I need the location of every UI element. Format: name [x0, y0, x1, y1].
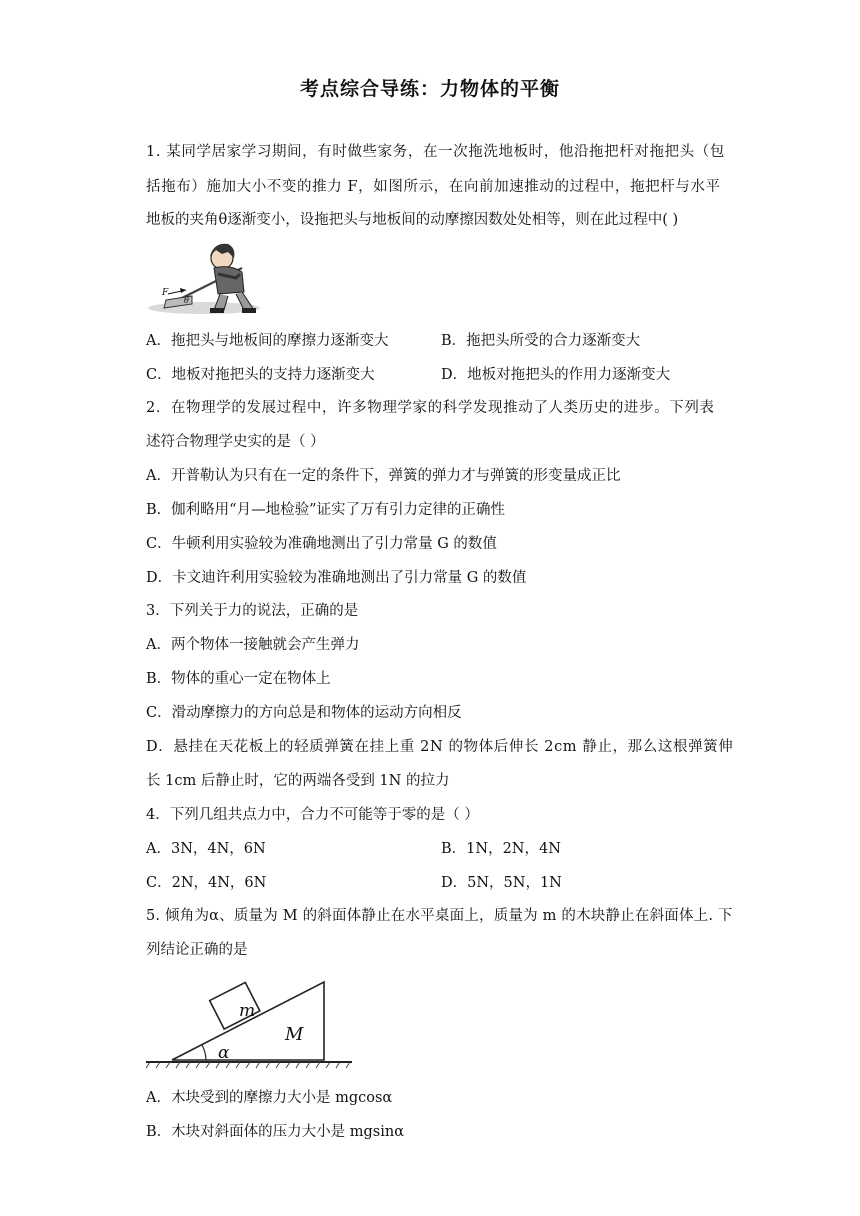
q2-stem-line-2: 述符合物理学史实的是（ ） [146, 434, 325, 450]
q1-stem-line-3: 地板的夹角θ逐渐变小，设拖把头与地板间的动摩擦因数处处相等，则在此过程中( ) [146, 212, 679, 228]
q5-option-a: A．木块受到的摩擦力大小是 mgcosα [146, 1090, 393, 1106]
q2-option-d: D．卡文迪许利用实验较为准确地测出了引力常量 G 的数值 [146, 570, 527, 586]
page-title: 考点综合导练：力物体的平衡 [299, 78, 560, 100]
q1-option-d: D．地板对拖把头的作用力逐渐变大 [441, 367, 671, 383]
q1-mop-figure [144, 238, 262, 318]
q3-stem-line-1: 3．下列关于力的说法，正确的是 [146, 603, 359, 619]
q1-stem-line-2: 括拖布）施加大小不变的推力 F，如图所示，在向前加速推动的过程中，拖把杆与水平 [146, 179, 721, 195]
q3-option-d-continued: 长 1cm 后静止时，它的两端各受到 1N 的拉力 [146, 773, 450, 789]
q3-option-b: B．物体的重心一定在物体上 [146, 671, 331, 687]
q4-option-a: A．3N，4N，6N [146, 841, 266, 857]
q1-figure-label-force: F [162, 288, 169, 298]
q5-figure-label-angle: α [218, 1043, 230, 1063]
q1-option-b: B．拖把头所受的合力逐渐变大 [441, 333, 641, 349]
q3-option-a: A．两个物体一接触就会产生弹力 [146, 637, 360, 653]
q2-option-c: C．牛顿利用实验较为准确地测出了引力常量 G 的数值 [146, 536, 497, 552]
q1-figure-label-angle: θ [184, 296, 189, 305]
q3-option-c: C．滑动摩擦力的方向总是和物体的运动方向相反 [146, 705, 462, 721]
q4-option-d: D．5N，5N，1N [441, 875, 562, 891]
q5-stem-line-2: 列结论正确的是 [146, 942, 248, 958]
q5-option-b: B．木块对斜面体的压力大小是 mgsinα [146, 1124, 405, 1140]
q4-option-b: B．1N，2N，4N [441, 841, 561, 857]
q5-figure-label-block: m [239, 1001, 256, 1021]
q5-stem-line-1: 5. 倾角为α、质量为 M 的斜面体静止在水平桌面上，质量为 m 的木块静止在斜面体上. 下 [146, 908, 733, 924]
q2-option-a: A．开普勒认为只有在一定的条件下，弹簧的弹力才与弹簧的形变量成正比 [146, 468, 621, 484]
q1-option-c: C．地板对拖把头的支持力逐渐变大 [146, 367, 375, 383]
q4-stem-line-1: 4．下列几组共点力中，合力不可能等于零的是（ ） [146, 807, 479, 823]
q3-option-d: D．悬挂在天花板上的轻质弹簧在挂上重 2N 的物体后伸长 2cm 静止，那么这根弹簧伸 [146, 739, 734, 755]
q1-stem-line-1: 1. 某同学居家学习期间，有时做些家务，在一次拖洗地板时，他沿拖把杆对拖把头（包 [146, 144, 725, 160]
q2-stem-line-1: 2．在物理学的发展过程中，许多物理学家的科学发现推动了人类历史的进步。下列表 [146, 400, 715, 416]
q1-option-a: A．拖把头与地板间的摩擦力逐渐变大 [146, 333, 389, 349]
q2-option-b: B．伽利略用“月—地检验”证实了万有引力定律的正确性 [146, 502, 505, 518]
q4-option-c: C．2N，4N，6N [146, 875, 267, 891]
q5-figure-label-incline: M [285, 1024, 304, 1045]
